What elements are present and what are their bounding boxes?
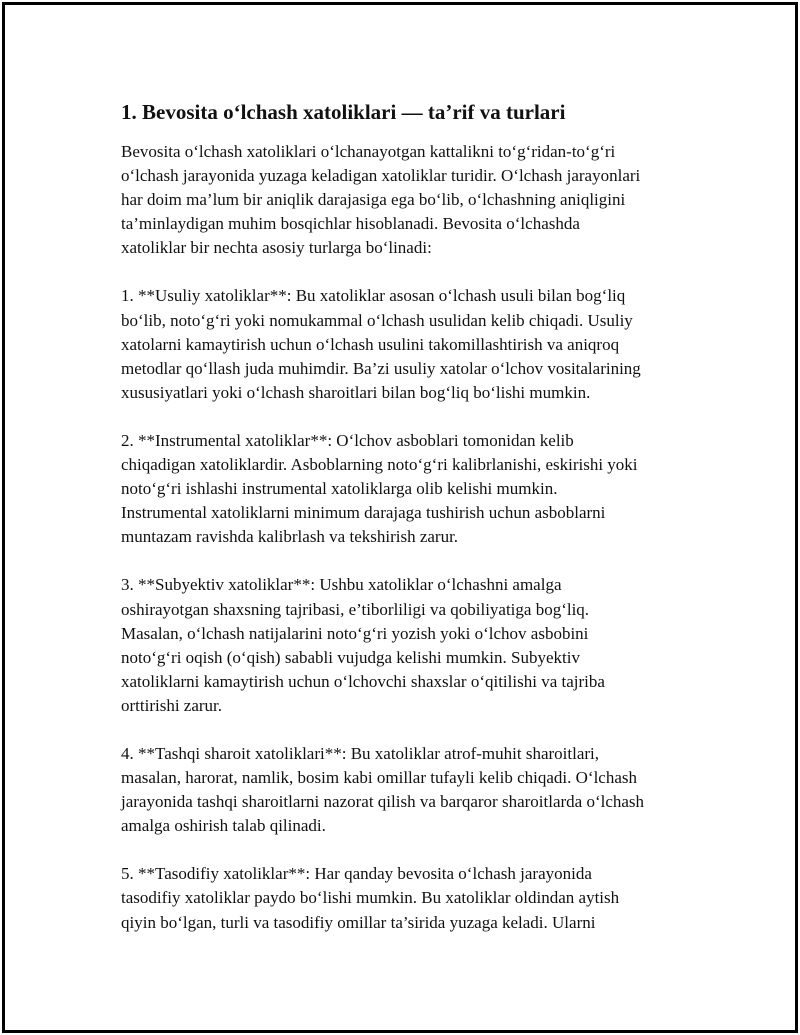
text-line: 4. **Tashqi sharoit xatoliklari**: Bu xatoliklar atrof-muhit sharoitlari,: [121, 743, 600, 763]
paragraph-gap: [121, 260, 701, 284]
text-line: noto‘g‘ri oqish (o‘qish) sababli vujudga kelishi mumkin. Subyektiv: [121, 647, 580, 667]
paragraph-6: [121, 862, 701, 934]
paragraph-gap: [121, 549, 701, 573]
document-page: [2, 2, 798, 1033]
text-line: bo‘lib, noto‘g‘ri yoki nomukammal o‘lchash usulidan kelib chiqadi. Usuliy: [121, 310, 633, 330]
paragraph-gap: [121, 838, 701, 862]
text-line: 2. **Instrumental xatoliklar**: O‘lchov asboblari tomonidan kelib: [121, 430, 574, 450]
text-line: tasodifiy xatoliklar paydo bo‘lishi mumkin. Bu xatoliklar oldindan aytish: [121, 888, 620, 908]
paragraph-1: [121, 140, 701, 260]
paragraph-3: [121, 429, 701, 549]
text-line: noto‘g‘ri ishlashi instrumental xatoliklarga olib kelishi mumkin.: [121, 479, 558, 499]
paragraph-gap: [121, 718, 701, 742]
text-line: masalan, harorat, namlik, bosim kabi omillar tufayli kelib chiqadi. O‘lchash: [121, 768, 638, 788]
paragraph-4: [121, 573, 701, 718]
text-line: orttirishi zarur.: [121, 695, 223, 715]
text-line: oshirayotgan shaxsning tajribasi, e’tiborliligi va qobiliyatiga bog‘liq.: [121, 599, 590, 619]
paragraph-list: [121, 140, 701, 935]
text-line: Masalan, o‘lchash natijalarini noto‘g‘ri yozish yoki o‘lchov asbobini: [121, 623, 589, 643]
text-line: muntazam ravishda kalibrlash va tekshirish zarur.: [121, 527, 459, 547]
text-line: o‘lchash jarayonida yuzaga keladigan xatoliklar turidir. O‘lchash jarayonlari: [121, 166, 641, 186]
text-line: har doim ma’lum bir aniqlik darajasiga ega bo‘lib, o‘lchashning aniqligini: [121, 190, 626, 210]
text-line: Instrumental xatoliklarni minimum darajaga tushirish uchun asboblarni: [121, 503, 606, 523]
text-line: metodlar qo‘llash juda muhimdir. Ba’zi usuliy xatolar o‘lchov vositalarining: [121, 358, 641, 378]
paragraph-2: [121, 284, 701, 404]
text-line: ta’minlaydigan muhim bosqichlar hisoblanadi. Bevosita o‘lchashda: [121, 214, 580, 234]
paragraph-5: [121, 742, 701, 838]
paragraph-gap: [121, 405, 701, 429]
text-line: 3. **Subyektiv xatoliklar**: Ushbu xatoliklar o‘lchashni amalga: [121, 575, 562, 595]
text-line: xatoliklarni kamaytirish uchun o‘lchovchi shaxslar o‘qitilishi va tajriba: [121, 671, 605, 691]
document-content: [121, 98, 701, 935]
text-line: qiyin bo‘lgan, turli va tasodifiy omillar ta’sirida yuzaga keladi. Ularni: [121, 912, 596, 932]
text-line: 1. **Usuliy xatoliklar**: Bu xatoliklar asosan o‘lchash usuli bilan bog‘liq: [121, 286, 626, 306]
text-line: Bevosita o‘lchash xatoliklari o‘lchanayotgan kattalikni to‘g‘ridan-to‘g‘ri: [121, 142, 616, 161]
text-line: xatoliklar bir nechta asosiy turlarga bo‘linadi:: [121, 238, 432, 258]
text-line: jarayonida tashqi sharoitlarni nazorat qilish va barqaror sharoitlarda o‘lchash: [121, 792, 645, 812]
text-line: 5. **Tasodifiy xatoliklar**: Har qanday bevosita o‘lchash jarayonida: [121, 864, 592, 884]
text-line: amalga oshirish talab qilinadi.: [121, 816, 326, 836]
text-line: xatolarni kamaytirish uchun o‘lchash usulini takomillashtirish va aniqroq: [121, 334, 620, 354]
section-title: 1. Bevosita o‘lchash xatoliklari — ta’rif va turlari: [121, 100, 566, 124]
text-line: xususiyatlari yoki o‘lchash sharoitlari bilan bog‘liq bo‘lishi mumkin.: [121, 382, 591, 402]
text-line: chiqadigan xatoliklardir. Asboblarning noto‘g‘ri kalibrlanishi, eskirishi yoki: [121, 455, 638, 475]
